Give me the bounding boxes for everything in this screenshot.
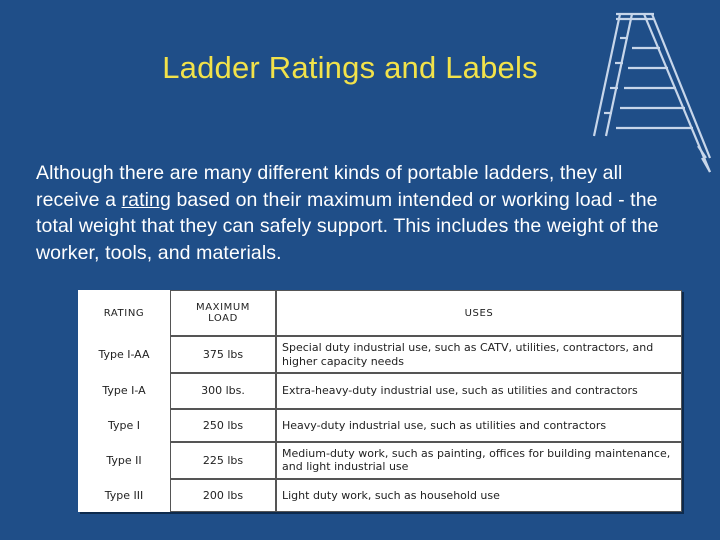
header-uses: USES xyxy=(276,290,682,336)
intro-rating-term: rating xyxy=(121,188,171,211)
table-row xyxy=(78,336,682,372)
cell-rating: Type I-A xyxy=(102,384,146,398)
table-row xyxy=(78,442,682,478)
header-maximum-load xyxy=(170,290,276,336)
cell-load: 375 lbs xyxy=(170,336,276,372)
cell-load: 225 lbs xyxy=(170,442,276,478)
header-rating: RATING xyxy=(103,307,145,319)
table-row xyxy=(78,409,682,442)
ladder-ratings-table xyxy=(78,290,682,512)
cell-load: 300 lbs. xyxy=(170,373,276,409)
table-header-row xyxy=(78,290,682,336)
cell-uses: Heavy-duty industrial use, such as utilities and contractors xyxy=(276,409,682,442)
intro-text-part1: Although there are many different kinds of portable ladders, they all receive a xyxy=(36,162,623,211)
slide-title: Ladder Ratings and Labels xyxy=(162,50,538,85)
intro-paragraph xyxy=(36,160,686,266)
cell-uses: Light duty work, such as household use xyxy=(276,479,682,512)
table-row xyxy=(78,479,682,512)
intro-text-part2: based on their maximum intended or working load - the total weight that they can safely support. This includes the weight of the worker, tools, and materials. xyxy=(36,188,659,264)
cell-rating: Type II xyxy=(106,453,142,467)
table-row xyxy=(78,373,682,409)
cell-uses: Medium-duty work, such as painting, offices for building maintenance, and light industrial use xyxy=(276,442,682,478)
cell-rating: Type I xyxy=(107,419,140,433)
cell-rating: Type I-AA xyxy=(98,348,150,362)
header-load-line1: MAXIMUM xyxy=(195,302,251,314)
header-load-line2: LOAD xyxy=(208,313,238,325)
cell-load: 200 lbs xyxy=(170,479,276,512)
cell-uses: Special duty industrial use, such as CATV, utilities, contractors, and higher capacity needs xyxy=(276,336,682,372)
cell-load: 250 lbs xyxy=(170,409,276,442)
cell-rating: Type III xyxy=(104,488,144,502)
cell-uses: Extra-heavy-duty industrial use, such as utilities and contractors xyxy=(276,373,682,409)
